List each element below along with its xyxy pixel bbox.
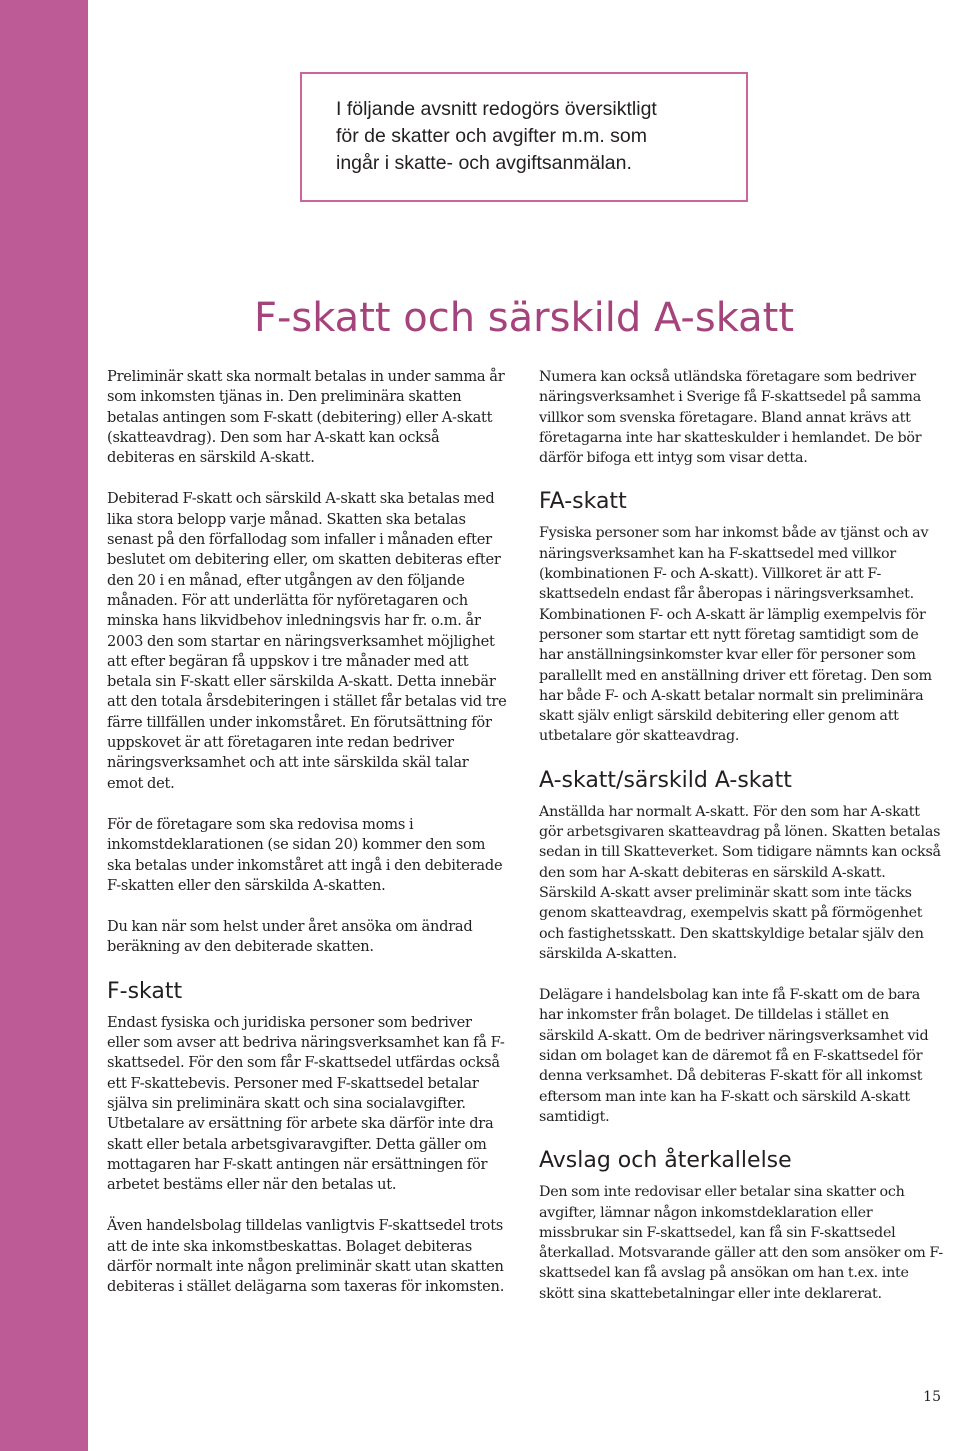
paragraph-debiterad-fskatt: Debiterad F-skatt och särskild A-skatt ska betalas med lika stora belopp varje månad. Skatten ska betalas senast på den förfallodag som infaller i månaden efter beslutet om debitering eller, om skatten debiteras efter den 20 i en månad, efter utgången av den följande månaden. För att underlätta för nyföretagaren och minska hans likvidbehov inledningsvis har fr. o.m. år 2003 den som startar en näringsverksamhet möjlighet att efter begäran få uppskov i tre månader med att betala sin F-skatt eller särskilda A-skatt. Detta innebär att den totala årsdebiteringen i stället får betalas vid tre färre tillfällen under inkomståret. En förutsättning för uppskovet är att företagaren inte redan bedriver näringsverksamhet och att inte särskilda skäl talar emot det. bbox=[107, 490, 507, 792]
paragraph-fa-skatt: Fysiska personer som har inkomst både av tjänst och av näringsverksamhet kan ha F-skattsedel med villkor (kombinationen F- och A-skatt). Villkoret är att F-skattsedeln endast får åberopas i näringsverksamhet. Kombinationen F- och A-skatt är lämplig exempelvis för personer som startar ett nytt företag samtidigt som de har anställningsinkomster kvar eller för personer som parallellt med en anställning driver ett företag. Den som har både F- och A-skatt betalar normalt sin preliminära skatt själv enligt särskild debitering eller genom att utbetalare gör skatteavdrag. bbox=[539, 525, 932, 745]
intro-box bbox=[300, 72, 748, 202]
paragraph-avslag: Den som inte redovisar eller betalar sina skatter och avgifter, lämnar någon inkomstdeklaration eller missbrukar sin F-skattsedel, kan få sin F-skattsedel återkallad. Motsvarande gäller att den som ansöker om F-skattsedel kan få avslag på ansökan om han t.ex. inte skött sina skattebetalningar eller inte deklarerat. bbox=[539, 1184, 943, 1302]
heading-avslag: Avslag och återkallelse bbox=[539, 1148, 792, 1174]
side-color-band bbox=[0, 0, 88, 1451]
intro-line-3: ingår i skatte- och avgiftsanmälan. bbox=[336, 152, 632, 174]
heading-fa-skatt: FA-skatt bbox=[539, 489, 627, 515]
heading-a-skatt: A-skatt/särskild A-skatt bbox=[539, 767, 792, 793]
heading-fskatt: F-skatt bbox=[107, 978, 183, 1004]
paragraph-delagare: Delägare i handelsbolag kan inte få F-skatt om de bara har inkomster från bolaget. De tilldelas i stället en särskild A-skatt. Om de bedriver näringsverksamhet vid sidan om bolaget kan de däremot få en F-skattsedel för denna verksamhet. Då debiteras F-skatt för all inkomst eftersom man inte kan ha F-skatt och särskild A-skatt samtidigt. bbox=[539, 987, 929, 1125]
intro-line-2: för de skatter och avgifter m.m. som bbox=[336, 125, 648, 147]
page-number: 15 bbox=[923, 1389, 941, 1405]
paragraph-andrad-berakning: Du kan när som helst under året ansöka om ändrad beräkning av den debiterade skatten. bbox=[107, 918, 473, 956]
right-column bbox=[539, 367, 944, 1325]
intro-line-1: I följande avsnitt redogörs översiktligt bbox=[336, 98, 657, 120]
paragraph-fskatt: Endast fysiska och juridiska personer som bedriver eller som avser att bedriva näringsverksamhet kan få F-skattsedel. För den som får F-skattsedel utfärdas också ett F-skattebevis. Personer med F-skattsedel betalar själva sin preliminära skatt och sina socialavgifter. Utbetalare av ersättning för arbete ska därför inte dra skatt eller betala arbetsgivaravgifter. Detta gäller om mottagaren har F-skatt antingen när ersättningen för arbetet bestäms eller när den betalas ut. bbox=[107, 1013, 505, 1194]
paragraph-a-skatt: Anställda har normalt A-skatt. För den som har A-skatt gör arbetsgivaren skatteavdrag på lönen. Skatten betalas sedan in till Skatteverket. Som tidigare nämnts kan också den som har A-skatt debiteras en särskild A-skatt. Särskild A-skatt avser preliminär skatt som inte täcks genom skatteavdrag, exempelvis skatt på förmögenhet och fastighetsskatt. Den skattskyldige betalar själv den särskilda A-skatten. bbox=[539, 803, 941, 962]
paragraph-preliminar-skatt: Preliminär skatt ska normalt betalas in under samma år som inkomsten tjänas in. Den preliminära skatten betalas antingen som F-skatt (debitering) eller A-skatt (skatteavdrag). Den som har A-skatt kan också debiteras en särskild A-skatt. bbox=[107, 368, 505, 467]
paragraph-moms: För de företagare som ska redovisa moms i inkomstdeklarationen (se sidan 20) kommer den som ska betalas under inkomståret att ingå i den debiterade F-skatten eller den särskilda A-skatten. bbox=[107, 815, 503, 894]
paragraph-utlandska-foretagare: Numera kan också utländska företagare som bedriver näringsverksamhet i Sverige få F-skattsedel på samma villkor som svenska företagare. Bland annat krävs att företagarna inte har skatteskulder i hemlandet. De bör därför bifoga ett intyg som visar detta. bbox=[539, 369, 922, 467]
page-title: F-skatt och särskild A-skatt bbox=[253, 295, 795, 341]
left-column bbox=[107, 367, 507, 1319]
paragraph-handelsbolag: Även handelsbolag tilldelas vanligtvis F-skattsedel trots att de inte ska inkomstbeskattas. Bolaget debiteras därför normalt inte någon preliminär skatt utan skatten debiteras i stället delägarna som taxeras för inkomsten. bbox=[107, 1217, 505, 1296]
